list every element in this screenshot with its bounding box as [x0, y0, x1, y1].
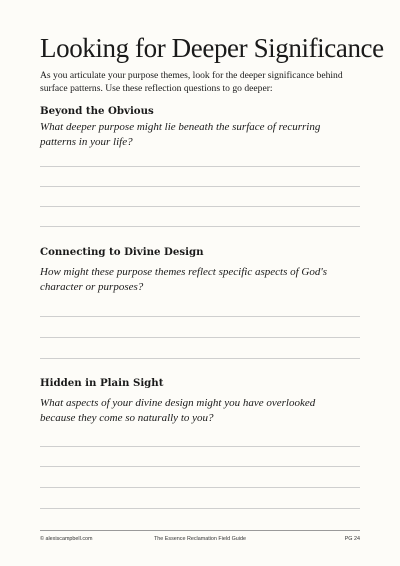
footer-guide-title: The Essence Reclamation Field Guide — [154, 536, 246, 542]
section-question: What deeper purpose might lie beneath the surface of recurring patterns in your life? — [40, 121, 321, 148]
section-beyond-the-obvious — [40, 105, 360, 150]
writing-line[interactable] — [40, 206, 360, 207]
section-hidden-in-plain-sight — [40, 377, 360, 426]
section-connecting-to-divine-design — [40, 246, 360, 295]
writing-line[interactable] — [40, 446, 360, 447]
section-heading: Hidden in Plain Sight — [40, 377, 164, 389]
writing-line[interactable] — [40, 337, 360, 338]
page-title: Looking for Deeper Significance — [40, 33, 384, 63]
section-heading: Connecting to Divine Design — [40, 246, 204, 258]
footer-website: © alexiscampbell.com — [40, 536, 93, 542]
writing-line[interactable] — [40, 226, 360, 227]
section-question: What aspects of your divine design might you have overlooked because they come so naturally to you? — [40, 397, 316, 424]
section-heading: Beyond the Obvious — [40, 105, 154, 117]
page-header — [40, 32, 384, 95]
writing-line[interactable] — [40, 508, 360, 509]
intro-paragraph: As you articulate your purpose themes, look for the deeper significance behind surface patterns. Use these reflection questions to go deeper: — [40, 70, 343, 94]
section-question: How might these purpose themes reflect specific aspects of God's character or purposes? — [40, 266, 327, 293]
writing-line[interactable] — [40, 166, 360, 167]
footer-divider — [40, 530, 360, 531]
writing-line[interactable] — [40, 186, 360, 187]
writing-line[interactable] — [40, 487, 360, 488]
writing-line[interactable] — [40, 466, 360, 467]
writing-line[interactable] — [40, 358, 360, 359]
writing-line[interactable] — [40, 316, 360, 317]
footer-page-number: PG 24 — [344, 536, 360, 542]
